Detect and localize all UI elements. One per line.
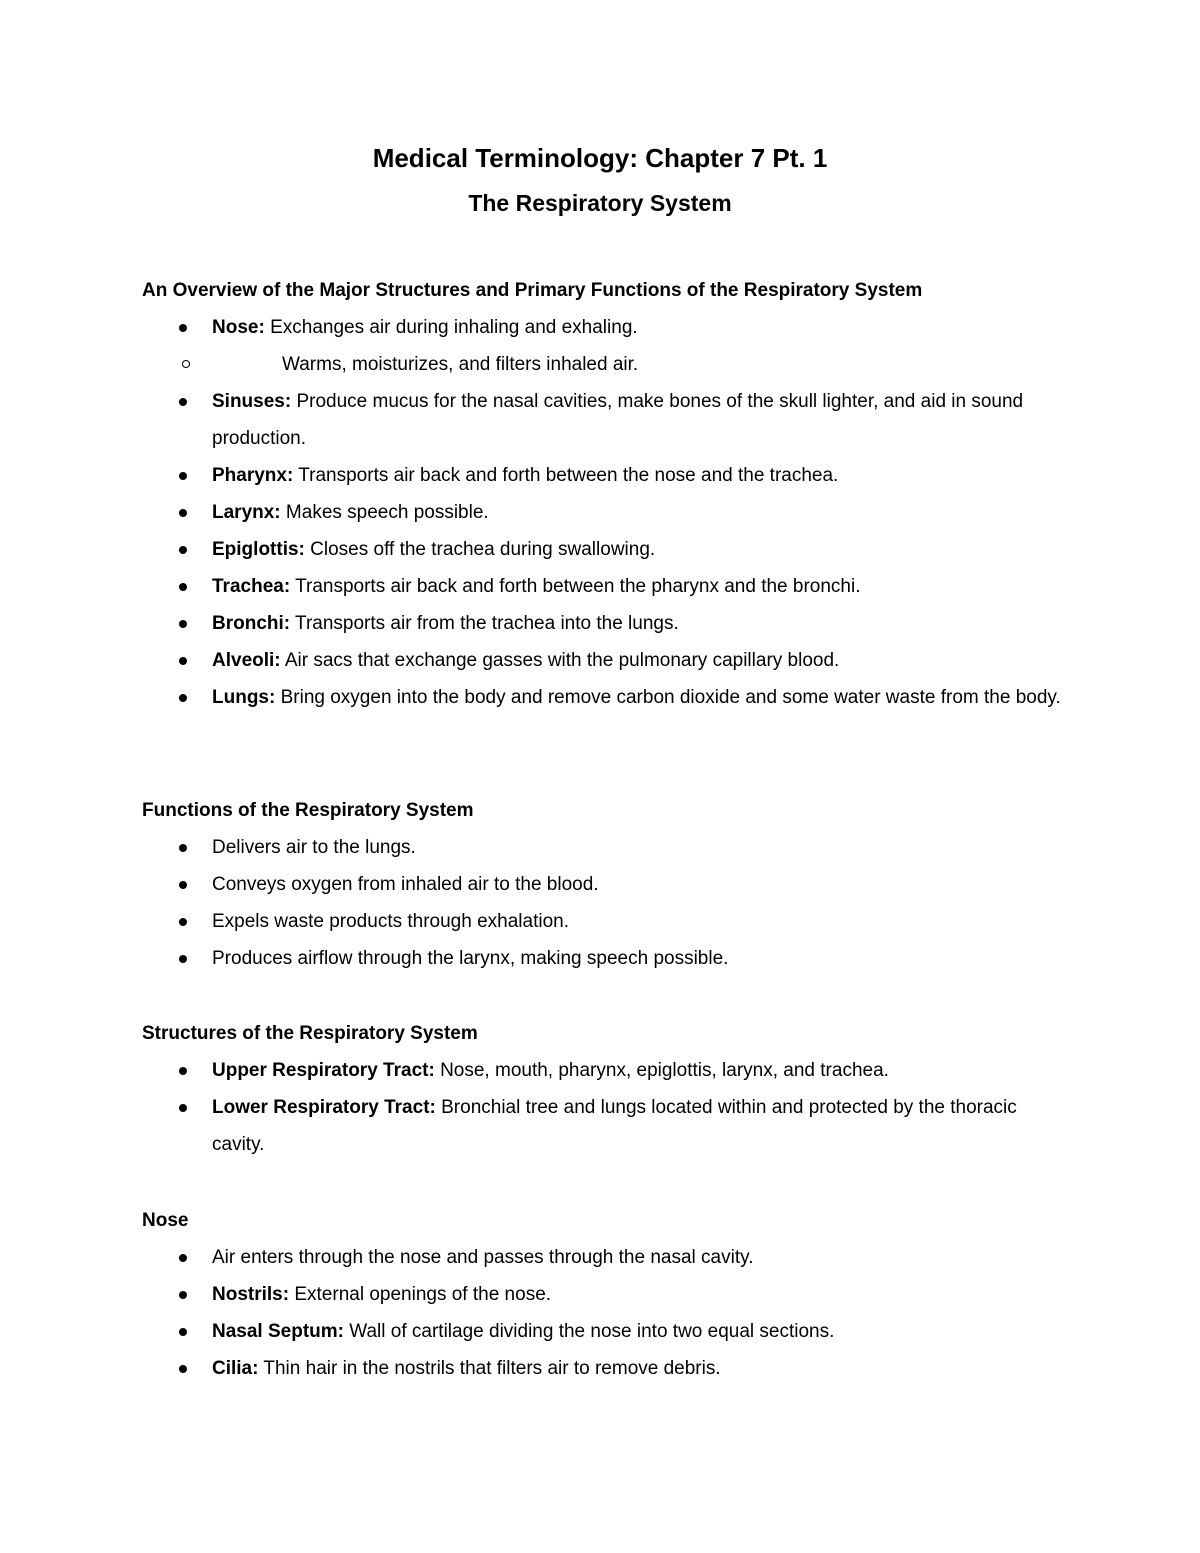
list-item-sinuses — [142, 383, 1062, 457]
section-heading: Functions of the Respiratory System — [142, 800, 474, 821]
definition: Transports air back and forth between the pharynx and the bronchi. — [290, 576, 861, 597]
definition: External openings of the nose. — [289, 1284, 552, 1305]
section-structures — [142, 1015, 1062, 1163]
term: Pharynx: — [212, 465, 294, 486]
list-item-pharynx — [142, 457, 1062, 494]
list-item-upper-tract — [142, 1052, 1062, 1089]
list-item-nostrils — [142, 1276, 1062, 1313]
term: Trachea: — [212, 576, 291, 597]
definition: Air enters through the nose and passes through the nasal cavity. — [212, 1247, 754, 1268]
document-subtitle: The Respiratory System — [468, 190, 732, 216]
list-item: Produces airflow through the larynx, making speech possible. — [142, 940, 1062, 977]
list-item-bronchi — [142, 605, 1062, 642]
document-title: Medical Terminology: Chapter 7 Pt. 1 — [372, 143, 828, 173]
section-overview — [142, 272, 1062, 716]
list-item-lungs — [142, 679, 1062, 716]
list-item — [142, 1239, 1062, 1276]
term: Bronchi: — [212, 613, 291, 634]
term: Larynx: — [212, 502, 281, 523]
definition: Exchanges air during inhaling and exhaling. — [264, 317, 638, 338]
list-item-nasal-septum — [142, 1313, 1062, 1350]
term: Nose: — [212, 317, 265, 338]
list-item-alveoli — [142, 642, 1062, 679]
definition: Wall of cartilage dividing the nose into two equal sections. — [343, 1321, 835, 1342]
list-item: Conveys oxygen from inhaled air to the blood. — [142, 866, 1062, 903]
list-item: Delivers air to the lungs. — [142, 829, 1062, 866]
term: Nasal Septum: — [212, 1321, 344, 1342]
nose-sublist — [142, 346, 1062, 383]
overview-list — [142, 309, 1062, 716]
list-item-larynx — [142, 494, 1062, 531]
definition: Nose, mouth, pharynx, epiglottis, larynx, and trachea. — [434, 1060, 889, 1081]
list-item: Expels waste products through exhalation. — [142, 903, 1062, 940]
definition: Air sacs that exchange gasses with the pulmonary capillary blood. — [280, 650, 840, 671]
definition: Produce mucus for the nasal cavities, make bones of the skull lighter, and aid in sound production. — [212, 391, 1024, 449]
term: Nostrils: — [212, 1284, 290, 1305]
section-heading: Structures of the Respiratory System — [142, 1023, 478, 1044]
list-item-nose — [142, 309, 1062, 346]
nose-list — [142, 1239, 1062, 1387]
definition: Makes speech possible. — [280, 502, 489, 523]
term: Epiglottis: — [212, 539, 305, 560]
term: Lower Respiratory Tract: — [212, 1097, 436, 1118]
sub-list-container — [142, 346, 1062, 383]
definition: Bring oxygen into the body and remove carbon dioxide and some water waste from the body. — [275, 687, 1061, 708]
term: Alveoli: — [212, 650, 281, 671]
definition: Transports air from the trachea into the lungs. — [290, 613, 679, 634]
term: Cilia: — [212, 1358, 259, 1379]
term: Upper Respiratory Tract: — [212, 1060, 435, 1081]
structures-list — [142, 1052, 1062, 1163]
definition: Bronchial tree and lungs located within and protected by the thoracic cavity. — [212, 1097, 1017, 1155]
sub-list-item: Warms, moisturizes, and filters inhaled air. — [142, 346, 1062, 383]
functions-list — [142, 829, 1062, 977]
section-heading: An Overview of the Major Structures and Primary Functions of the Respiratory System — [142, 280, 923, 301]
list-item-cilia — [142, 1350, 1062, 1387]
section-functions — [142, 792, 1062, 977]
section-nose — [142, 1202, 1062, 1387]
section-heading: Nose — [142, 1210, 189, 1231]
definition: Closes off the trachea during swallowing. — [304, 539, 656, 560]
list-item-epiglottis — [142, 531, 1062, 568]
definition: Thin hair in the nostrils that filters air to remove debris. — [258, 1358, 721, 1379]
definition: Transports air back and forth between the nose and the trachea. — [293, 465, 839, 486]
term: Lungs: — [212, 687, 276, 708]
list-item-trachea — [142, 568, 1062, 605]
list-item-lower-tract — [142, 1089, 1062, 1163]
term: Sinuses: — [212, 391, 292, 412]
